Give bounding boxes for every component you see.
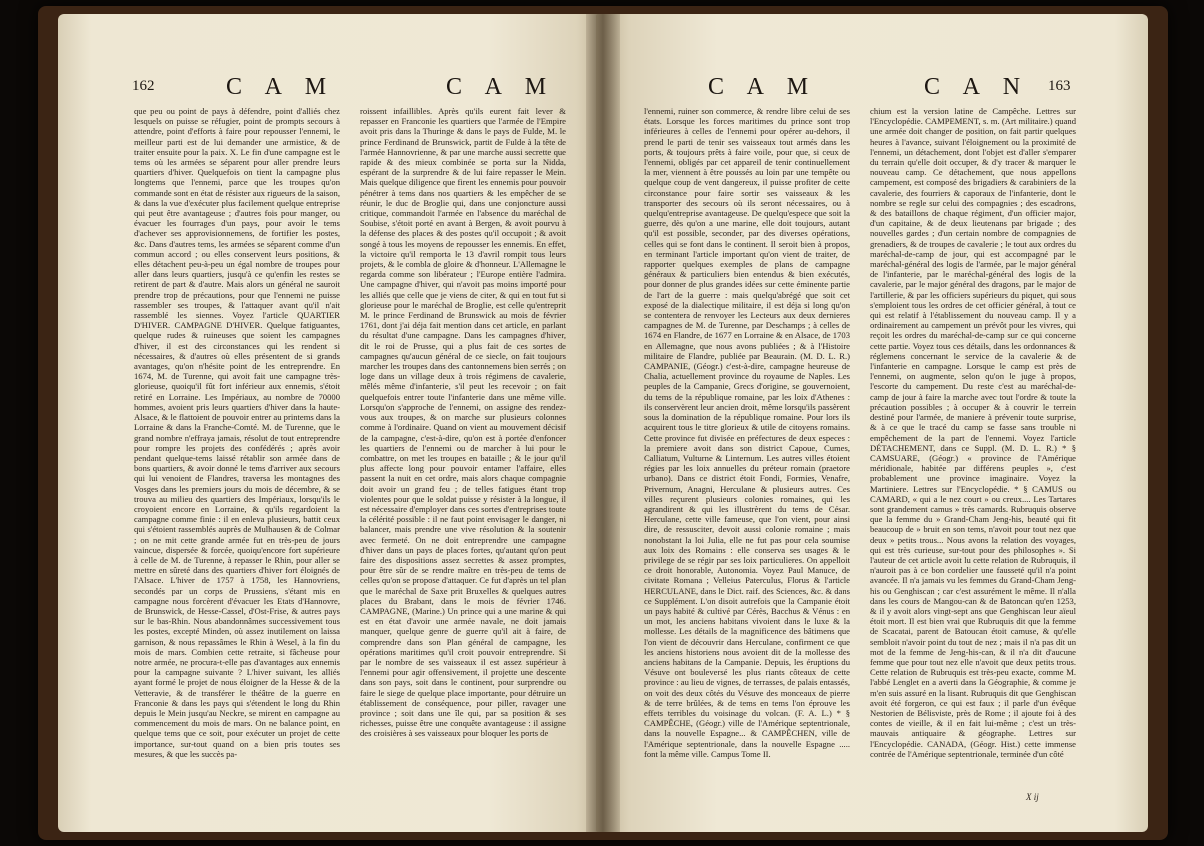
headword-left-a: C A M [226,74,336,100]
headword-left-b: C A M [446,74,556,100]
headword-right-a: C A M [708,74,818,100]
right-column-1: l'ennemi, ruiner son commerce, & rendre libre celui de ses états. Lorsque les forces maritimes du prince sont trop inférieures à celles de l'ennemi pour opérer au-dehors, il prend le parti de tenir ses vaisseaux tout armés dans les ports, & toujours prêts à faire voile, pour que, si ceux de l'ennemi, obligés par cet appareil de tenir continuellement la mer, viennent à être poussés au loin par une tempête ou quelque coup de vent dangereux, il puisse profiter de cette circonstance pour faire sortir ses vaisseaux & les transporter des secours où ils seront nécessaires, ou à quelqu'entreprise avantageuse. De quelqu'espece que soit la guerre, dès qu'on a une marine, elle doit toujours, autant qu'il est possible, seconder, par des diverses opérations, celles qui se font dans le continent. Il seroit bien à propos, en terminant l'article important qu'on vient de traiter, de rapporter quelques exemples de plans de campagne généraux & particuliers bien entendus & bien exécutés, pour donner de plus grandes idées sur cette éminente partie de l'art de la guerre : mais quelqu'abrégé que soit cet exposé de la dialectique militaire, il est déja si long qu'on se contentera de renvoyer les Lecteurs aux deux dernieres campagnes de M. de Turenne, par Deschamps ; à celles de 1674 en Flandre, de 1677 en Lorraine & en Alsace, de 1703 en Allemagne, que nous avons publiées ; & à l'Histoire militaire de Flandre, publiée par Beaurain. (M. D. L. R.) CAMPANIE, (Géogr.) c'est-à-dire, campagne heureuse de Chalia, actuellement province du royaume de Naples. Les peuples de la Campanie, Grecs d'origine, se gouvernoient, du tems de la république romaine, par les loix d'Athenes : ils conservèrent leur ancien droit, même lorsqu'ils passèrent sous la domination de la république romaine. Pour lors ils acquirent tous le titre glorieux & utile de citoyens romains. Cette province fut divisée en préfectures de deux especes : la premiere avoit dans son district Capoue, Cumes, Calliatum, Vulturne & Linternum. Les autres villes étoient régies par les loix annuelles du préteur romain (praetore urbano). Dans ce district étoit Fondi, Formies, Venafre, Privernum, Anagni, Herculane & plusieurs autres. Ces villes reçurent plusieurs colonies romaines, qui les agrandirent & qui les illustrèrent du tems de César. Herculane, cette ville fameuse, que l'on vient, pour ainsi dire, de ressusciter, devoit aussi colonie romaine ; mais nonobstant la loi Julia, elle ne fut pas pour cela soumise aux loix des Romains : elle conserva ses usages & le privilege de se régir par ses loix particulieres. On appelloit ce droit honorable, Autonomia. Voyez Paul Manuce, de civitate Romana ; Velleius Paterculus, Florus & l'article HERCULANE, dans le Dict. raif. des Sciences, &c. & dans ce Supplément. L'on disoit autrefois que la Campanie étoit un pays habité & cultivé par Cérès, Bacchus & Vénus : en un mot, les anciens habitans vivoient dans le luxe & la mollesse. Les détails de la magnificence des bâtimens que l'on vient de découvrir dans Herculane, confirment ce que les anciens historiens nous avoient dit de la mollesse des anciens habitans de la Campanie. Depuis, les éruptions du Vésuve ont bouleversé les plus riants côteaux de cette province : au lieu de vignes, de terrasses, de palais entassés, on voit des deux côtés du Vésuve des monceaux de pierre & de terre brûlées, & de tems en tems l'on éprouve les effets terribles du voisinage du volcan. (F. A. L.) * § CAMPÊCHE, (Géogr.) ville de l'Amérique septentrionale, dans la nouvelle Espagne... & CAMPÊCHEN, ville de l'Amérique septentrionale, dans la nouvelle Espagne ..... font la même ville. Campus Tome II. [644,106,850,759]
book [38,6,1168,840]
book-gutter [586,14,620,832]
left-column-2: roissent infaillibles. Après qu'ils eurent fait lever & repasser en Franconie les quartiers que l'armée de l'Empire avoit pris dans la Thuringe & dans le pays de Fulde, M. le prince Ferdinand de Brunswick, partit de Fulde à la tête de l'armée Hannovrienne, & par une marche aussi secrette que rapide & des mieux combinée se porta sur la Nidda, espérant de la surprendre & de lui faire repasser le Mein. Mais quelque diligence que firent les ennemis pour pouvoir pénétrer à tems dans nos quartiers & les empêcher de se réunir, le duc de Broglie qui, dans une conjoncture aussi critique, commandoit l'armée en l'absence du maréchal de Soubise, s'étoit porté en avant à Bergen, & avoit pourvu à la défense des places & des postes qu'il occupoit ; & avoit songé à tous les moyens de repousser les ennemis. En effet, la victoire qu'il remporta le 13 d'avril rompit tous leurs projets, & le combla de gloire & d'honneur. L'Allemagne le regarda comme son libérateur ; l'Europe entière l'admira. Une campagne d'hiver, qui n'avoit pas moins importé pour les alliés que celle que je viens de citer, & qui en tout fut si glorieuse pour le maréchal de Broglie, est celle qu'entreprit M. le prince Ferdinand de Brunswick au mois de février 1761, dont j'ai déja fait mention dans cet article, en parlant du résultat d'une campagne. Dans les campagnes d'hiver, dit le roi de Prusse, qui a plus fait de ces sortes de campagnes qu'aucun général de ce siecle, on fait toujours marcher les troupes dans des cantonnemens bien serrés ; on loge dans un village deux à trois régimens de cavalerie, mêlés même d'infanterie, s'il peut les recevoir ; on fait quelquefois entrer toute l'infanterie dans une même ville. Lorsqu'on s'approche de l'ennemi, on assigne des rendez-vous aux troupes, & on marche sur plusieurs colonnes comme à l'ordinaire. Quand on vient au mouvement décisif de la campagne, c'est-à-dire, qu'on est à portée d'enfoncer les quartiers de l'ennemi ou de marcher à lui pour le combattre, on met les troupes en bataille ; & le jour qu'il plus affecte long pour pouvoir entamer l'affaire, elles passent la nuit en cet ordre, mais alors chaque compagnie doit avoir un grand feu ; de telles fatigues étant trop violentes pour que le soldat puisse y résister à la longue, il est nécessaire d'employer dans ces sortes d'entreprises toute la célérité possible : il ne faut point envisager le danger, ni balancer, mais prendre une vive résolution & la soutenir avec fermeté. On ne doit entreprendre une campagne d'hiver dans un pays de places fortes, qu'autant qu'on peut faire des dispositions assez secrettes & assez promptes, pour être sûr de se rendre maître en très-peu de tems de celles qu'on se propose d'attaquer. Ce fut d'après un tel plan que le maréchal de Saxe prit Bruxelles & quelques autres places du Brabant, dans le mois de février 1746. CAMPAGNE, (Marine.) Un prince qui a une marine & qui est en état d'avoir une armée navale, ne doit jamais manquer, quelque genre de guerre qu'il ait à faire, de comprendre dans son Plan général de campagne, les opérations maritimes qu'il croit pouvoir entreprendre. Si par le nombre de ses vaisseaux il est assez supérieur à l'ennemi pour agir offensivement, il projette une descente dans son pays, soit dans le continent, pour surprendre ou faire le siege de quelque place importante, pour détruire un établissement de conséquence, pour piller, ravager une province ; soit dans une île qui, par sa position & ses richesses, puisse être une conquête avantageuse : il assigne des croisières à ses vaisseaux pour bloquer les ports de [360,106,566,739]
right-page [596,14,1148,832]
left-text-columns [134,106,574,796]
page-number-163: 163 [1048,78,1071,94]
page-number-162: 162 [132,78,155,94]
signature-mark: X ij [1026,792,1039,802]
left-page [58,14,610,832]
running-head-left [58,74,610,102]
headword-right-b: C A N [924,74,1030,100]
left-column-1: que peu ou point de pays à défendre, point d'alliés chez lesquels on puisse se réfugier, point de prompts secours à attendre, point d'efforts à faire pour repousser l'ennemi, le meilleur parti est de lui demander une armistice, & de traiter ensuite pour la paix. X. Le fin d'une campagne est le tems où les armées se séparent pour aller prendre leurs quartiers d'hiver. Quelquefois on tient la campagne plus longtems que l'ennemi, parce que les troupes qu'on commande sont en état de résister aux rigueurs de la saison, & dans la vue d'exécuter plus facilement quelque entreprise qui peut être avantageuse ; d'autres fois pour manger, ou évacuer les fourrages d'un pays, pour avoir le tems d'achever ses approvisionnemens, de fortifier les postes, &c. Dans d'autres tems, les armées se séparent comme d'un commun accord ; ou elles conservent leurs positions, & elles détachent peu-à-peu un égal nombre de troupes pour aller dans leurs quartiers, jusqu'à ce qu'enfin les restes se retirent de part & d'autre. Mais alors un général ne sauroit prendre trop de précautions, pour que l'ennemi ne puisse rassembler ses troupes, & l'attaquer avant qu'il n'ait rassemblé les siennes. Voyez l'article QUARTIER D'HIVER. CAMPAGNE D'HIVER. Quelque fatiguantes, quelque rudes & ruineuses que soient les campagnes d'hiver, il est des circonstances qui les rendent si nécessaires, & d'autres où elles présentent de si grands avantages, qu'on n'hésite point de les entreprendre. En 1674, M. de Turenne, qui avoit fait une campagne très-glorieuse, quoiqu'il fût fort inférieur aux ennemis, s'étoit retiré en Lorraine. Les Impériaux, au nombre de 70000 hommes, avoient pris leurs quartiers d'hiver dans la haute-Alsace, & le flattoient de pouvoir entrer au printems dans la Lorraine & dans la Franche-Comté. M. de Turenne, que le grand nombre n'effraya jamais, résolut de tout entreprendre pour rompre les projets des confédérés ; après avoir pendant quelque-tems laissé rétablir son armée dans de bons quartiers, & avoir donné le tems d'arriver aux secours qui lui venoient de Flandres, traversa les montagnes des Vosges dans les premiers jours du mois de décembre, & se trouva au milieu des quartiers des Impériaux, lorsqu'ils le croyoient encore en Lorraine, & qu'ils regardoient la campagne comme finie : il en enleva plusieurs, battit ceux qui s'étoient rassemblés auprès de Mulhausen & de Colmar ; on ne mit cette grande armée fut en très-peu de jours vaincue, dispersée & forcée, quoiqu'encore fort supérieure à celle de M. de Turenne, à repasser le Rhin, pour aller se mettre en sûreté dans des quartiers d'hiver fort éloignés de l'Alsace. L'hiver de 1757 à 1758, les Hannovriens, secondés par un corps de Prussiens, s'étant mis en campagne nous forcèrent d'évacuer les Etats d'Hannovre, de Brunswick, de Hesse-Cassel, d'Ost-Frise, & autres pays sur le bas-Rhin. Nous abandonnâmes successivement tous les postes, excepté Minden, où assez inutilement on laissa garnison, & nous repassâmes le Rhin à Wesel, à la fin du mois de mars. Combien cette retraite, si fâcheuse pour notre armée, ne procura-t-elle pas d'avantages aux ennemis pour la campagne suivante ? L'hiver suivant, les alliés ayant formé le projet de nous éloigner de la Hesse & de la Vetteravie, & de transférer le théâtre de la guerre en Franconie & dans les pays qui s'étendent le long du Rhin depuis le Mein jusqu'au Neckre, se mirent en campagne au commencement du mois de mars. On ne balance point, en quelque tems que ce soit, pour exécuter un projet de cette importance, sur-tout quand on a bien pris toutes ses mesures, & que les succès pa- [134,106,340,759]
running-head-right [596,74,1148,102]
right-text-columns [644,106,1084,796]
right-column-2: chium est la version latine de Campêche. Lettres sur l'Encyclopédie. CAMPEMENT, s. m. (Art militaire.) quand une armée doit changer de position, on fait partir quelques heures à l'avance, suivant l'éloignement ou la proximité de l'ennemi, un détachement, dont l'objet est d'aller s'emparer du terrain qu'elle doit occuper, & d'y tracer & marquer le nouveau camp. Ce détachement, que nous appellons campement, est composé des brigadiers & carabiniers de la cavalerie, des fourriers & caporaux de l'infanterie, dont le nombre se regle sur celui des compagnies ; des escadrons, & des bataillons de chaque régiment, d'un officier major, d'un capitaine, & de deux lieutenans par brigade ; des nouvelles gardes ; d'un certain nombre de compagnies de grenadiers, & de troupes de cavalerie ; le tout aux ordres du maréchal-de-camp de jour, qui est accompagné par le maréchal-général des logis de l'armée, par le major général de l'infanterie, par le maréchal-général des logis de la cavalerie, par le major général des dragons, par le major de l'artillerie, & par les officiers supérieurs du piquet, qui sous s'emploient tous les ordres de cet officier général, à tout ce qui est relatif à l'établissement du nouveau camp. Il y a ordinairement au campement un prévôt pour les vivres, qui reçoit les ordres du maréchal-de-camp sur ce qui concerne cette partie. Voyez tous ces détails, dans les ordonnances & réglemens concernant le service de la cavalerie & de l'infanterie en campagne. Lorsque le camp est près de l'ennemi, on augmente, selon qu'on le juge à propos, l'escorte du campement. Du reste c'est au maréchal-de-camp de jour à faire la marche avec tout l'ordre & toute la précaution possibles ; à occuper & à couvrir le terrein destiné pour l'armée, de maniere à prévenir toute surprise, & à ce que le tracé du camp se fasse sans trouble ni empêchement de la part de l'ennemi. Voyez l'article DÉTACHEMENT, dans ce Suppl. (M. D. L. R.) * § CAMSUARE, (Géogr.) « province de l'Amérique méridionale, habitée par différens peuples », c'est probablement une province imaginaire. Voyez la Martiniere. Lettres sur l'Encyclopédie. * § CAMUS ou CAMARD, « qui a le nez court » ou creux.... Les Tartares sont grandement camus » très camards. Rubruquis observe que la femme du » Grand-Cham Jeng-his, beauté qui fit beaucoup de » bruit en son tems, n'avoit pour tout nez que deux » petits trous... Nous avons la relation des voyages, qui est très curieuse, sur-tout pour des philosophes ». Si l'auteur de cet article avoit lu cette relation de Rubruquis, il n'auroit pas à ce bon cordelier une fausseté qu'il n'a point avancée. Il n'a jamais vu les femmes du Grand-Cham Jeng-his ou Genghiscan ; car c'est assurément le même. Il n'alla dans les cours de Mangou-can & de Batoncan qu'en 1253, & il y avoit alors vingt-sept ans que Genghiscan leur aïeul étoit mort. Il est bien vrai que Rubruquis dit que la femme de Scacatai, parent de Batoucan étoit camuse, & qu'elle sembloit n'avoir point du tout de nez ; mais il n'a pas dit un mot de la femme de Jeng-his-can, & il n'a dit d'aucune femme que pour tout nez elle n'avoit que deux petits trous. Cette relation de Rubruquis est très-peu exacte, comme M. l'abbé Lenglet en a averti dans la Géographie, & comme je m'en suis assuré en la lisant. Rubruquis dit que Genghiscan avoit été forgeron, ce qui est faux ; il parle d'un évêque Nestorien de Bélisviste, près de Rome ; il ajoute foi à des contes de vieille, & il en fait lui-même ; c'est un très-mauvais antiquaire & géographe. Lettres sur l'Encyclopédie. CANADA, (Géogr. Hist.) cette immense contrée de l'Amérique septentrionale, terminée d'un côté [870,106,1076,759]
